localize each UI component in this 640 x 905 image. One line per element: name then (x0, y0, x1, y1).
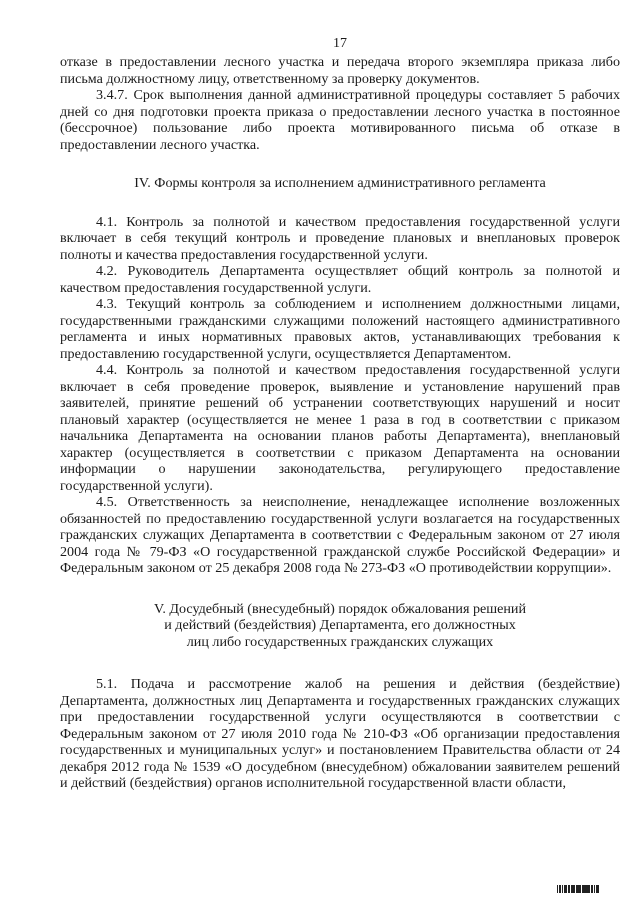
section-heading-v-line-3: лиц либо государственных гражданских служащих (186, 633, 494, 650)
paragraph-4-2: 4.2. Руководитель Департамента осуществляет общий контроль за полнотой и качеством предоставления государственной услуги. (60, 263, 620, 296)
paragraph-5-1: 5.1. Подача и рассмотрение жалоб на решения и действия (бездействие) Департамента, должностных лиц Департамента и государственных гражданских служащих при предоставлении государственной услуги осуществляются в соответствии с Федеральным законом от 27 июля 2010 года № 210-ФЗ «Об организации предоставления государственных и муниципальных услуг» и постановлением Правительства области от 24 декабря 2012 года № 1539 «О досудебном (внесудебном) обжаловании заявителем решений и действий (бездействия) органов исполнительной государственной власти области, (60, 676, 620, 791)
section-heading-v-line-2: и действий (бездействия) Департамента, его должностных (164, 617, 516, 633)
section-heading-iv (60, 175, 620, 192)
paragraph-3-4-7: 3.4.7. Срок выполнения данной административной процедуры составляет 5 рабочих дней со дня подготовки проекта приказа о предоставлении лесного участка в постоянное (бессрочное) пользование либо проекта мотивированного письма об отказе в предоставлении лесного участка. (60, 87, 620, 153)
section-heading-v-line-1: V. Досудебный (внесудебный) порядок обжалования решений (153, 600, 527, 617)
barcode-mark-icon (557, 885, 599, 893)
section-heading-v (60, 601, 620, 651)
paragraph-3-4-6-end: отказе в предоставлении лесного участка и передача второго экземпляра приказа либо письма должностному лицу, ответственному за проверку документов. (60, 54, 620, 87)
section-heading-iv-line: IV. Формы контроля за исполнением административного регламента (134, 175, 546, 191)
paragraph-4-4: 4.4. Контроль за полнотой и качеством предоставления государственной услуги включает в себя проведение проверок, выявление и установление нарушений прав заявителей, принятие решений об устранении соответствующих нарушений и носит плановый характер (осуществляется не менее 1 раза в год в соответствии с приказом начальника Департамента на основании планов работы Департамента), внеплановый характер (осуществляется в соответствии с приказом Департамента на основании информации о нарушении законодательства, регулирующего предоставление государственной услуги). (60, 362, 620, 494)
document-body (60, 54, 620, 792)
paragraph-4-1: 4.1. Контроль за полнотой и качеством предоставления государственной услуги включает в себя текущий контроль и проведение плановых и внеплановых проверок полноты и качества предоставления государственной услуги. (60, 213, 620, 263)
page-number: 17 (333, 36, 347, 51)
paragraph-4-5: 4.5. Ответственность за неисполнение, ненадлежащее исполнение возложенных обязанностей по предоставлению государственной услуги возлагается на государственных гражданских служащих Департамента в соответствии с Федеральным законом от 27 июля 2004 года № 79-ФЗ «О государственной гражданской службе Российской Федерации» и Федеральным законом от 25 декабря 2008 года № 273-ФЗ «О противодействии коррупции». (60, 494, 620, 576)
document-page (60, 0, 620, 905)
paragraph-4-3: 4.3. Текущий контроль за соблюдением и исполнением должностными лицами, государственными гражданскими служащими положений настоящего административного регламента и иных нормативных правовых актов, устанавливающих требования к предоставлению государственной услуги, осуществляется Департаментом. (60, 296, 620, 362)
